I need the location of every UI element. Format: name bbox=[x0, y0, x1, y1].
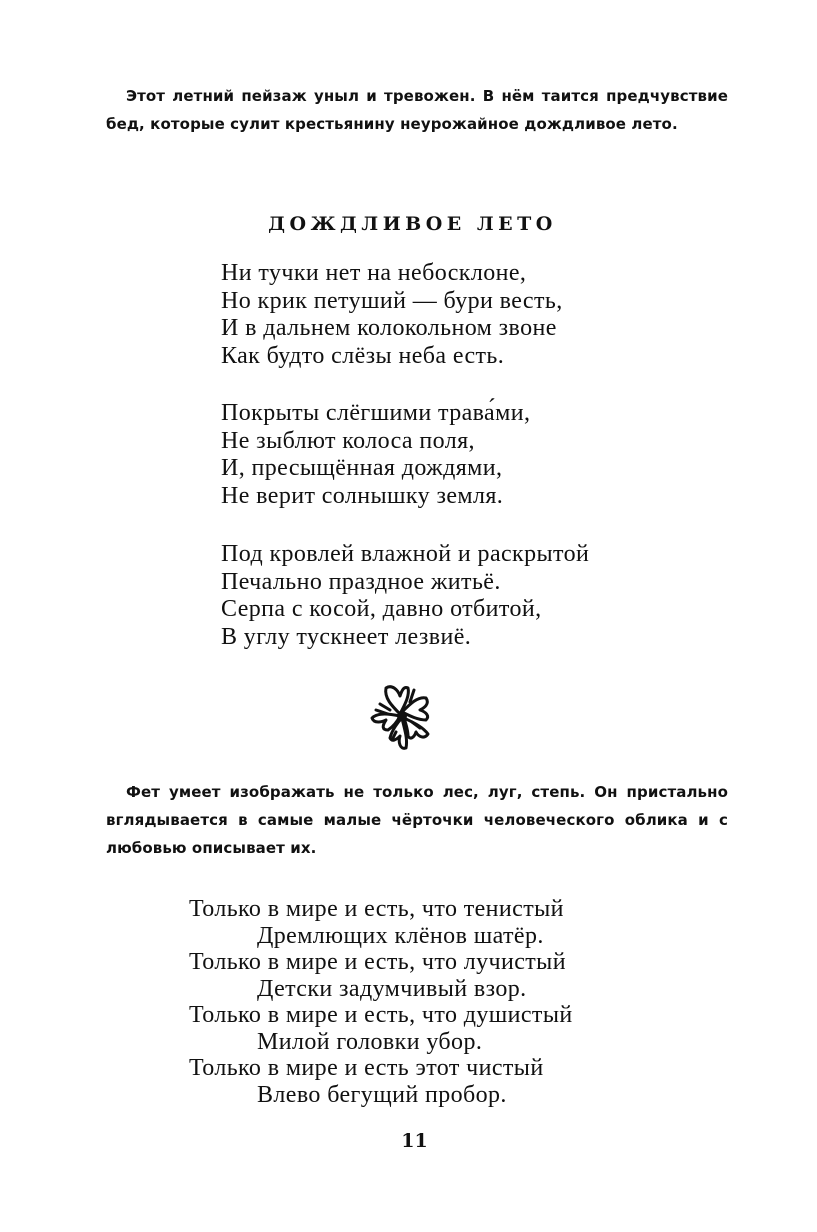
poem-line: Дремлющих клёнов шатёр. bbox=[257, 922, 544, 949]
poem-line: Не зыблют колоса поля, bbox=[221, 427, 475, 454]
poem-stanza bbox=[221, 541, 589, 651]
flower-ornament-icon bbox=[362, 676, 442, 754]
poem-line: Только в мире и есть, что лучистый bbox=[189, 949, 566, 975]
poem-line: Влево бегущий пробор. bbox=[257, 1081, 507, 1108]
poem-line: Милой головки убор. bbox=[257, 1028, 483, 1055]
poem-excerpt bbox=[189, 896, 573, 1108]
poem-line: Под кровлей влажной и раскрытой bbox=[221, 541, 590, 567]
poem-line: Печально праздное житьё. bbox=[221, 568, 501, 595]
poem-line: Только в мире и есть этот чистый bbox=[189, 1055, 544, 1081]
poem-line: И, пресыщённая дождями, bbox=[221, 455, 503, 481]
poem-stanza bbox=[221, 260, 563, 370]
poem-line: Только в мире и есть, что душистый bbox=[189, 1002, 573, 1028]
poem-line: Серпа с косой, давно отбитой, bbox=[221, 596, 542, 622]
poem-line: Только в мире и есть, что тенистый bbox=[189, 896, 564, 922]
poem-line: Ни тучки нет на небосклоне, bbox=[221, 260, 527, 286]
poem-line: В углу тускнеет лезвиё. bbox=[221, 623, 472, 650]
poem-line: Детски задумчивый взор. bbox=[257, 975, 527, 1002]
poem-line: Но крик петуший — бури весть, bbox=[221, 287, 563, 314]
poem-stanza bbox=[221, 400, 530, 510]
page-number: 11 bbox=[401, 1130, 428, 1152]
poem-line: Не верит солнышку земля. bbox=[221, 482, 504, 509]
poem-line: Как будто слёзы неба есть. bbox=[221, 342, 505, 369]
note-paragraph: Фет умеет изображать не только лес, луг, степь. Он пристально вглядывается в самые малые чёрточки человеческого облика и с любовью описывает их. bbox=[106, 783, 728, 857]
poem-line: Покрыты слёгшими трава́ми, bbox=[221, 400, 531, 426]
poem-title: ДОЖДЛИВОЕ ЛЕТО bbox=[268, 213, 557, 235]
poem-line: И в дальнем колокольном звоне bbox=[221, 315, 557, 341]
intro-paragraph: Этот летний пейзаж уныл и тревожен. В нём таится предчувствие бед, которые сулит крестьянину неурожайное дождливое лето. bbox=[106, 87, 728, 133]
